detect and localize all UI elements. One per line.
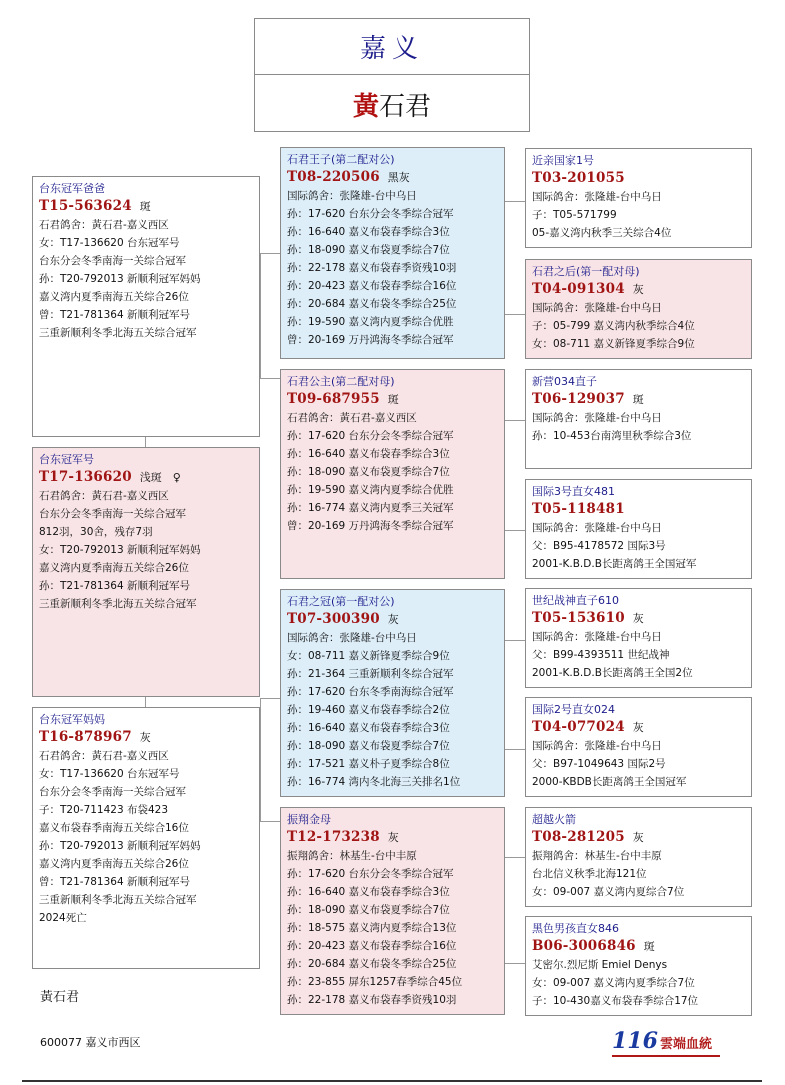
record-line: 孙：22-178 嘉义布袋春季资残10羽	[287, 994, 457, 1006]
feather-color: 斑	[632, 393, 644, 406]
pedigree-header	[254, 18, 530, 132]
record-line: 振翔鸽舍：林基生-台中丰原	[287, 850, 417, 862]
record-line: 孙：18-090 嘉义布袋夏季综合7位	[287, 904, 450, 916]
ring-number-row	[532, 390, 745, 409]
ring-number-row	[287, 828, 498, 847]
record-line: 女：T17-136620 台东冠军号	[39, 768, 180, 780]
record-line: 孙：18-090 嘉义布袋夏季综合7位	[287, 244, 450, 256]
feather-color: 灰	[387, 613, 399, 626]
record-line: 2000-KBDB长距离鸽王全国冠军	[532, 776, 687, 788]
loft-name: 嘉义	[255, 19, 529, 75]
record-line: 国际鸽舍：张隆雄-台中乌日	[532, 412, 662, 424]
record-line: 孙：17-521 嘉义朴子夏季综合8位	[287, 758, 450, 770]
pedigree-box-father	[32, 176, 260, 437]
pedigree-box-subject	[32, 447, 260, 697]
feather-color: 浅斑 ♀	[139, 471, 181, 484]
pedigree-box-sire-sire	[280, 147, 505, 359]
connector	[260, 698, 261, 821]
connector	[505, 314, 525, 315]
feather-color: 斑	[643, 940, 655, 953]
record-line: 孙：16-640 嘉义布袋春季综合3位	[287, 448, 450, 460]
ring-number-row	[532, 500, 745, 519]
page-bottom-rule	[22, 1080, 762, 1082]
box-title: 超越火箭	[532, 813, 576, 826]
connector	[260, 698, 280, 699]
record-line: 子：05-799 嘉义湾内秋季综合4位	[532, 320, 695, 332]
record-line: 孙：16-774 湾内冬北海三关排名1位	[287, 776, 461, 788]
ring-number: T04-077024	[532, 719, 625, 735]
connector	[505, 857, 525, 858]
record-line: 孙：16-640 嘉义布袋春季综合3位	[287, 886, 450, 898]
ring-number: T06-129037	[532, 391, 625, 407]
box-title: 台东冠军号	[39, 453, 94, 466]
pedigree-box-g3-8	[525, 916, 752, 1016]
ring-number: T12-173238	[287, 829, 380, 845]
feather-color: 斑	[139, 200, 151, 213]
record-line: 子：T20-711423 布袋423	[39, 804, 169, 816]
ring-number-row	[287, 610, 498, 629]
record-line: 女：09-007 嘉义湾内夏综合7位	[532, 886, 685, 898]
record-line: 孙：17-620 台东分会冬季综合冠军	[287, 208, 454, 220]
record-line: 台东分会冬季南海一关综合冠军	[39, 508, 186, 520]
ring-number: T15-563624	[39, 198, 132, 214]
connector	[145, 437, 146, 447]
ring-number: T07-300390	[287, 611, 380, 627]
connector	[260, 378, 280, 379]
pedigree-box-g3-2	[525, 259, 752, 359]
logo-number: 116	[612, 1028, 658, 1054]
pedigree-box-mother	[32, 707, 260, 969]
box-title: 振翔金母	[287, 813, 331, 826]
pedigree-box-dam-sire	[280, 589, 505, 797]
record-line: 孙：17-620 台东冬季南海综合冠军	[287, 686, 454, 698]
ring-number: T03-201055	[532, 170, 625, 186]
record-line: 孙：T21-781364 新顺利冠军号	[39, 580, 190, 592]
box-title: 台东冠军妈妈	[39, 713, 105, 726]
ring-number-row	[39, 468, 253, 487]
record-line: 嘉义湾内夏季南海五关综合26位	[39, 562, 189, 574]
record-line: 曾：20-169 万丹鸿海冬季综合冠军	[287, 520, 454, 532]
record-line: 孙：19-590 嘉义湾内夏季综合优胜	[287, 484, 454, 496]
ring-number-row	[39, 728, 253, 747]
brand-logo	[612, 1030, 712, 1054]
feather-color: 灰	[387, 831, 399, 844]
ring-number: T17-136620	[39, 469, 132, 485]
box-title: 黑色男孩直女846	[532, 922, 619, 935]
record-line: 国际鸽舍：张隆雄-台中乌日	[532, 302, 662, 314]
record-line: 国际鸽舍：张隆雄-台中乌日	[532, 522, 662, 534]
record-line: 嘉义布袋春季南海五关综合16位	[39, 822, 189, 834]
record-line: 812羽，30舍，残存7羽	[39, 526, 153, 538]
logo-underline	[612, 1055, 720, 1057]
record-line: 孙：17-620 台东分会冬季综合冠军	[287, 868, 454, 880]
ring-number: T05-118481	[532, 501, 625, 517]
record-line: 国际鸽舍：张隆雄-台中乌日	[532, 740, 662, 752]
ring-number: T04-091304	[532, 281, 625, 297]
ring-number-row	[532, 609, 745, 628]
ring-number: T09-687955	[287, 391, 380, 407]
record-line: 嘉义湾内夏季南海五关综合26位	[39, 291, 189, 303]
record-line: 国际鸽舍：张隆雄-台中乌日	[287, 190, 417, 202]
ring-number: T08-281205	[532, 829, 625, 845]
box-title: 国际3号直女481	[532, 485, 615, 498]
footer-owner-name: 黃石君	[40, 990, 80, 1005]
record-line: 2024死亡	[39, 912, 87, 924]
record-line: 振翔鸽舍：林基生-台中丰原	[532, 850, 662, 862]
record-line: 孙：18-090 嘉义布袋夏季综合7位	[287, 466, 450, 478]
record-line: 孙：23-855 屏东1257春季综合45位	[287, 976, 463, 988]
pedigree-box-g3-6	[525, 697, 752, 797]
record-line: 孙：16-774 嘉义湾内夏季三关冠军	[287, 502, 454, 514]
record-line: 石君鸽舍：黃石君-嘉义西区	[39, 750, 169, 762]
record-line: 父：B99-4393511 世纪战神	[532, 649, 670, 661]
record-line: 女：08-711 嘉义新锋夏季综合9位	[532, 338, 695, 350]
pedigree-box-g3-5	[525, 588, 752, 688]
record-line: 05-嘉义湾内秋季三关综合4位	[532, 227, 672, 239]
record-line: 国际鸽舍：张隆雄-台中乌日	[532, 191, 662, 203]
pedigree-box-g3-4	[525, 479, 752, 579]
feather-color: 灰	[632, 612, 644, 625]
ring-number-row	[532, 280, 745, 299]
footer-address: 600077 嘉义市西区	[40, 1036, 141, 1049]
ring-number-row	[532, 937, 745, 956]
record-line: 三重新顺利冬季北海五关综合冠军	[39, 598, 197, 610]
ring-number-row	[287, 168, 498, 187]
record-line: 女：08-711 嘉义新锋夏季综合9位	[287, 650, 450, 662]
box-title: 石君之后(第一配对母)	[532, 265, 640, 278]
box-title: 近亲国家1号	[532, 154, 594, 167]
record-line: 2001-K.B.D.B长距离鸽王全国2位	[532, 667, 693, 679]
owner-surname: 黃	[352, 91, 379, 122]
connector	[260, 253, 261, 378]
record-line: 国际鸽舍：张隆雄-台中乌日	[287, 632, 417, 644]
record-line: 孙：21-364 三重新顺利冬综合冠军	[287, 668, 454, 680]
box-title: 石君公主(第二配对母)	[287, 375, 395, 388]
record-line: 孙：20-423 嘉义布袋春季综合16位	[287, 940, 457, 952]
box-title: 新营034直子	[532, 375, 597, 388]
feather-color: 灰	[632, 721, 644, 734]
connector	[260, 821, 280, 822]
record-line: 2001-K.B.D.B长距离鸽王全国冠军	[532, 558, 697, 570]
pedigree-box-g3-3	[525, 369, 752, 469]
logo-text: 雲端血統	[659, 1037, 712, 1052]
record-line: 父：B95-4178572 国际3号	[532, 540, 666, 552]
box-title: 石君之冠(第一配对公)	[287, 595, 395, 608]
box-title: 国际2号直女024	[532, 703, 615, 716]
record-line: 孙：17-620 台东分会冬季综合冠军	[287, 430, 454, 442]
record-line: 孙：10-453台南湾里秋季综合3位	[532, 430, 692, 442]
record-line: 石君鸽舍：黃石君-嘉义西区	[39, 219, 169, 231]
record-line: 孙：18-575 嘉义湾内夏季综合13位	[287, 922, 457, 934]
box-title: 世纪战神直子610	[532, 594, 619, 607]
ring-number: T05-153610	[532, 610, 625, 626]
record-line: 父：B97-1049643 国际2号	[532, 758, 666, 770]
connector	[505, 640, 525, 641]
ring-number-row	[532, 718, 745, 737]
feather-color: 灰	[632, 831, 644, 844]
record-line: 女：09-007 嘉义湾内夏季综合7位	[532, 977, 695, 989]
record-line: 女：T20-792013 新顺利冠军妈妈	[39, 544, 201, 556]
record-line: 台北信义秋季北海121位	[532, 868, 647, 880]
record-line: 石君鸽舍：黃石君-嘉义西区	[39, 490, 169, 502]
record-line: 孙：T20-792013 新顺利冠军妈妈	[39, 273, 201, 285]
record-line: 曾：T21-781364 新顺利冠军号	[39, 876, 190, 888]
record-line: 台东分会冬季南海一关综合冠军	[39, 786, 186, 798]
record-line: 孙：19-460 嘉义布袋春季综合2位	[287, 704, 450, 716]
record-line: 三重新顺利冬季北海五关综合冠军	[39, 327, 197, 339]
box-title: 石君王子(第二配对公)	[287, 153, 395, 166]
ring-number: T16-878967	[39, 729, 132, 745]
pedigree-box-g3-1	[525, 148, 752, 248]
owner-name	[255, 75, 529, 133]
record-line: 子：10-430嘉义布袋春季综合17位	[532, 995, 699, 1007]
connector	[145, 697, 146, 707]
ring-number: B06-3006846	[532, 938, 636, 954]
ring-number-row	[287, 390, 498, 409]
feather-color: 黑灰	[387, 171, 410, 184]
record-line: 女：T17-136620 台东冠军号	[39, 237, 180, 249]
feather-color: 灰	[632, 283, 644, 296]
record-line: 嘉义湾内夏季南海五关综合26位	[39, 858, 189, 870]
record-line: 孙：20-684 嘉义布袋冬季综合25位	[287, 298, 457, 310]
record-line: 孙：22-178 嘉义布袋春季资残10羽	[287, 262, 457, 274]
feather-color: 斑	[387, 393, 399, 406]
record-line: 曾：20-169 万丹鸿海冬季综合冠军	[287, 334, 454, 346]
record-line: 艾密尔.烈尼斯 Emiel Denys	[532, 959, 668, 971]
record-line: 国际鸽舍：张隆雄-台中乌日	[532, 631, 662, 643]
record-line: 孙：T20-792013 新顺利冠军妈妈	[39, 840, 201, 852]
pedigree-box-sire-dam	[280, 369, 505, 579]
record-line: 孙：20-423 嘉义布袋春季综合16位	[287, 280, 457, 292]
connector	[260, 253, 280, 254]
ring-number-row	[532, 828, 745, 847]
record-line: 孙：19-590 嘉义湾内夏季综合优胜	[287, 316, 454, 328]
connector	[505, 420, 525, 421]
box-title: 台东冠军爸爸	[39, 182, 105, 195]
record-line: 孙：16-640 嘉义布袋春季综合3位	[287, 722, 450, 734]
pedigree-box-g3-7	[525, 807, 752, 907]
record-line: 孙：16-640 嘉义布袋春季综合3位	[287, 226, 450, 238]
record-line: 孙：20-684 嘉义布袋冬季综合25位	[287, 958, 457, 970]
connector	[505, 749, 525, 750]
connector	[505, 963, 525, 964]
ring-number-row	[39, 197, 253, 216]
record-line: 子：T05-571799	[532, 209, 617, 221]
connector	[505, 530, 525, 531]
feather-color: 灰	[139, 731, 151, 744]
record-line: 孙：18-090 嘉义布袋夏季综合7位	[287, 740, 450, 752]
record-line: 台东分会冬季南海一关综合冠军	[39, 255, 186, 267]
record-line: 曾：T21-781364 新顺利冠军号	[39, 309, 190, 321]
ring-number: T08-220506	[287, 169, 380, 185]
owner-given-name: 石君	[379, 91, 432, 122]
record-line: 三重新顺利冬季北海五关综合冠军	[39, 894, 197, 906]
record-line: 石君鸽舍：黃石君-嘉义西区	[287, 412, 417, 424]
ring-number-row	[532, 169, 745, 188]
connector	[505, 201, 525, 202]
pedigree-box-dam-dam	[280, 807, 505, 1015]
